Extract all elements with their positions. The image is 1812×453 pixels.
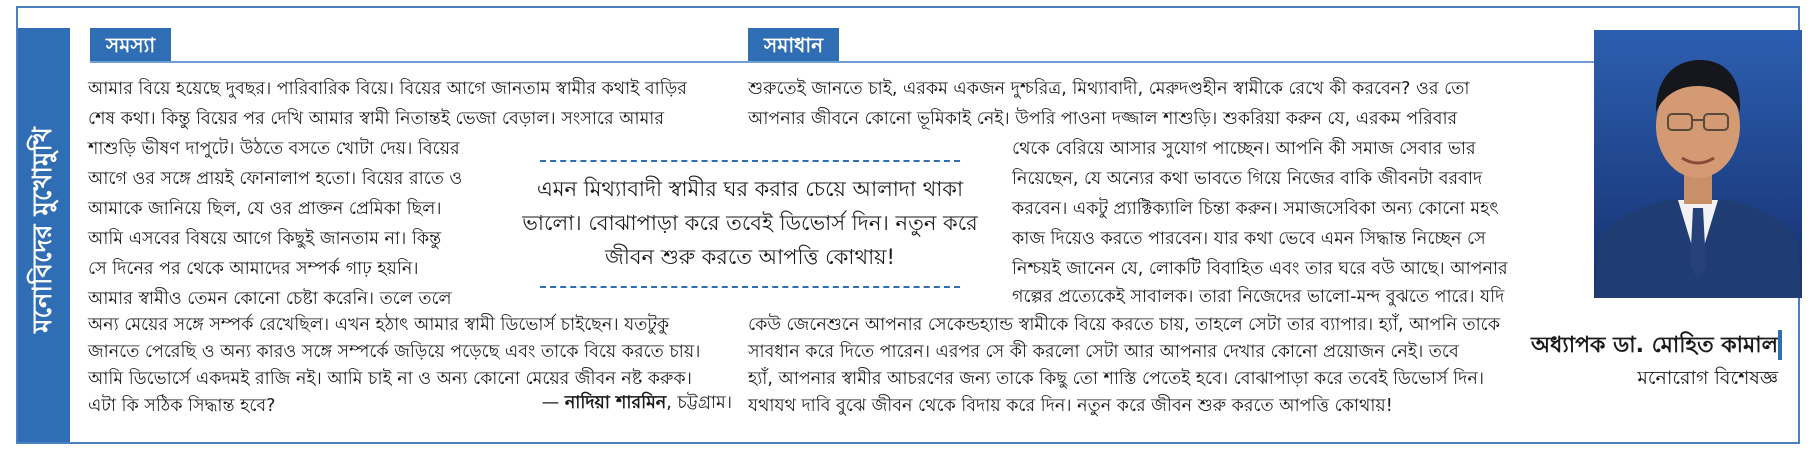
header-rule (90, 61, 1602, 63)
solution-line: নিয়েছেন, যে অন্যের কথা ভাবতে গিয়ে নিজের বাকি জীবনটা বরবাদ (1012, 169, 1483, 189)
pull-quote-line: এমন মিথ্যাবাদী স্বামীর ঘর করার চেয়ে আলাদা থাকা (536, 177, 964, 201)
problem-line: সে দিনের পর থেকে আমাদের সম্পর্ক গাঢ় হয়নি। (88, 259, 419, 279)
pull-quote-rule-top (540, 160, 960, 162)
problem-line: আগে ওর সঙ্গে প্রায়ই ফোনালাপ হতো। বিয়ের রাতে ও (88, 169, 463, 189)
author-photo (1594, 30, 1802, 298)
section-label: মনোবিদের মুখোমুখি (28, 127, 58, 333)
problem-line: শেষ কথা। কিন্তু বিয়ের পর দেখি আমার স্বামী নিতান্তই ভেজা বেড়াল। সংসারে আমার (88, 109, 664, 129)
reader-signature (522, 388, 732, 418)
problem-line: শাশুড়ি ভীষণ দাপুটে। উঠতে বসতে খোটা দেয়। বিয়ের (88, 139, 460, 159)
author-title: মনোরোগ বিশেষজ্ঞ (1637, 367, 1778, 389)
solution-line: হ্যাঁ, আপনার স্বামীর আচরণের জন্য তাকে কিছু তো শাস্তি পেতেই হবে। বোঝাপাড়া করে তবেই ডিভোর্স দিন। (748, 369, 1485, 389)
problem-line: আমার স্বামীও তেমন কোনো চেষ্টা করেনি। তলে তলে (88, 289, 452, 309)
problem-line: এটা কি সঠিক সিদ্ধান্ত হবে? (88, 396, 276, 416)
pull-quote-line: ভালো। বোঝাপাড়া করে তবেই ডিভোর্স দিন। নতুন করে (522, 211, 978, 235)
solution-line: করবেন। একটু প্র্যাক্টিক্যালি চিন্তা করুন। সমাজসেবিকা অন্য কোনো মহৎ (1012, 199, 1499, 219)
author-accent-bar (1778, 330, 1782, 360)
solution-header: সমাধান (748, 28, 839, 62)
problem-line: জানতে পেরেছি ও অন্য কারও সঙ্গে সম্পর্কে জড়িয়ে পড়েছে এবং তাকে বিয়ে করতে চায়। (88, 342, 701, 362)
problem-line: আমি ডিভোর্সে একদমই রাজি নই। আমি চাই না ও অন্য কোনো মেয়ের জীবন নষ্ট করুক। (88, 369, 692, 389)
pull-quote-line: জীবন শুরু করতে আপত্তি কোথায়! (605, 245, 895, 269)
solution-line: কেউ জেনেশুনে আপনার সেকেন্ডহ্যান্ড স্বামীকে বিয়ে করতে চায়, তাহলে সেটা তার ব্যাপার। হ্যাঁ, আপনি তাকে (748, 315, 1500, 335)
signature-dash: — (541, 393, 565, 413)
reader-place: , চট্টগ্রাম। (666, 393, 732, 413)
solution-line: থেকে বেরিয়ে আসার সুযোগ পাচ্ছেন। আপনি কী সমাজ সেবার ভার (1012, 139, 1476, 159)
problem-header: সমস্যা (90, 28, 171, 62)
problem-line: আমার বিয়ে হয়েছে দুবছর। পারিবারিক বিয়ে। বিয়ের আগে জানতাম স্বামীর কথাই বাড়ির (88, 79, 687, 99)
pull-quote-rule-bottom (540, 286, 960, 288)
pull-quote (510, 172, 990, 274)
solution-line: কাজ দিয়েও করতে পারবেন। যার কথা ভেবে এমন সিদ্ধান্ত নিচ্ছেন সে (1012, 229, 1486, 249)
solution-line: শুরুতেই জানতে চাই, এরকম একজন দুশ্চরিত্র, মিথ্যাবাদী, মেরুদণ্ডহীন স্বামীকে রেখে কী করবেন? ওর তো (748, 79, 1470, 99)
solution-line: নিশ্চয়ই জানেন যে, লোকটি বিবাহিত এবং তার ঘরে বউ আছে। আপনার (1012, 259, 1508, 279)
solution-line: যথাযথ দাবি বুঝে জীবন থেকে বিদায় করে দিন। নতুন করে জীবন শুরু করতে আপত্তি কোথায়! (748, 396, 1393, 416)
author-name: অধ্যাপক ডা. মোহিত কামাল (1530, 333, 1778, 358)
problem-line: অন্য মেয়ের সঙ্গে সম্পর্ক রেখেছিল। এখন হঠাৎ আমার স্বামী ডিভোর্স চাইছেন। যতটুকু (88, 315, 670, 335)
author-portrait-illustration (1594, 30, 1802, 298)
solution-line: সাবধান করে দিতে পারেন। এরপর সে কী করলো সেটা আর আপনার দেখার কোনো প্রয়োজন নেই। তবে (748, 342, 1459, 362)
problem-line: আমাকে জানিয়ে ছিল, যে ওর প্রাক্তন প্রেমিকা ছিল। (88, 199, 442, 219)
reader-name: নাদিয়া শারমিন (564, 393, 667, 413)
solution-line: আপনার জীবনে কোনো ভূমিকাই নেই। উপরি পাওনা দজ্জাল শাশুড়ি। শুকরিয়া করুন যে, এরকম পরিবার (748, 109, 1458, 129)
problem-line: আমি এসবের বিষয়ে আগে কিছুই জানতাম না। কিন্তু (88, 229, 442, 249)
solution-line: গল্পের প্রত্যেকেই সাবালক। তারা নিজেদের ভালো-মন্দ বুঝতে পারে। যদি (1012, 287, 1505, 307)
